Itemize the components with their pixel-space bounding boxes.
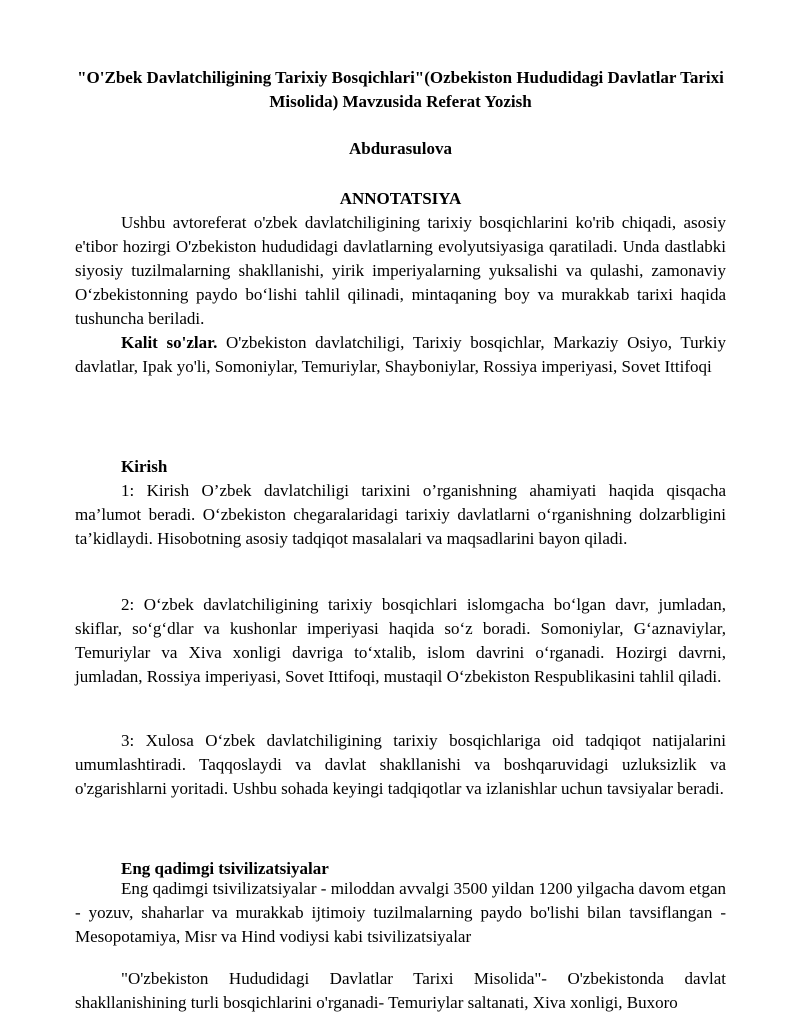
intro-paragraph-1: 1: Kirish O’zbek davlatchiligi tarixini o’rganishning ahamiyati haqida qisqacha ma’lumot beradi. O‘zbekiston chegaralaridagi tarixiy davlatlarni o‘rganishning dolzarbligini ta’kidlaydi. Hisobotning asosiy tadqiqot masalalari va maqsadlarini bayon qiladi. (75, 481, 726, 548)
ancient-civilizations-heading: Eng qadimgi tsivilizatsiyalar (121, 859, 329, 878)
intro-heading: Kirish (121, 457, 168, 476)
keywords-list: O'zbekiston davlatchiligi, Tarixiy bosqichlar, Markaziy Osiyo, Turkiy davlatlar, Ipak yo'li, Somoniylar, Temuriylar, Shayboniylar, Rossiya imperiyasi, Sovet Ittifoqi (75, 333, 726, 376)
keywords-paragraph (75, 331, 726, 379)
annotation-paragraph: Ushbu avtoreferat o'zbek davlatchiligining tarixiy bosqichlarini ko'rib chiqadi, asosiy e'tibor hozirgi O'zbekiston hududidagi davlatlarning evolyutsiyasiga qaratiladi. Unda dastlabki siyosiy tuzilmalarning shakllanishi, yirik imperiyalarning yuksalishi va qulashi, zamonaviy O‘zbekistonning paydo bo‘lishi tahlil qilinadi, mintaqaning boy va murakkab tarixi haqida tushuncha beriladi. (75, 213, 726, 328)
author-name: Abdurasulova (349, 139, 452, 158)
document-title: "O'Zbek Davlatchiligining Tarixiy Bosqichlari"(Ozbekiston Hududidagi Davlatlar Tarixi Misolida) Mavzusida Referat Yozish (77, 68, 724, 111)
annotation-heading: ANNOTATSIYA (339, 189, 462, 208)
intro-paragraph-3: 3: Xulosa O‘zbek davlatchiligining tarixiy bosqichlariga oid tadqiqot natijalarini umumlashtiradi. Taqqoslaydi va davlat shakllanishi va boshqaruvidagi uzluksizlik va o'zgarishlarni yoritadi. Ushbu sohada keyingi tadqiqotlar va izlanishlar uchun tavsiyalar beradi. (75, 731, 726, 798)
intro-paragraph-2: 2: O‘zbek davlatchiligining tarixiy bosqichlari islomgacha bo‘lgan davr, jumladan, skiflar, so‘g‘dlar va kushonlar imperiyasi haqida so‘z boradi. Somoniylar, G‘aznaviylar, Temuriylar va Xiva xonligi davriga to‘xtalib, islom davrini o‘rganadi. Hozirgi davrni, jumladan, Rossiya imperiyasi, Sovet Ittifoqi, mustaqil O‘zbekiston Respublikasini tahlil qiladi. (75, 595, 726, 686)
ancient-paragraph-2: "O'zbekiston Hududidagi Davlatlar Tarixi Misolida"- O'zbekistonda davlat shakllanishining turli bosqichlarini o'rganadi- Temuriylar saltanati, Xiva xonligi, Buxoro (75, 969, 726, 1012)
ancient-paragraph-1: Eng qadimgi tsivilizatsiyalar - miloddan avvalgi 3500 yildan 1200 yilgacha davom etgan - yozuv, shaharlar va murakkab ijtimoiy tuzilmalarning paydo bo'lishi bilan tavsiflangan - Mesopotamiya, Misr va Hind vodiysi kabi tsivilizatsiyalar (75, 879, 726, 946)
keywords-label: Kalit so'zlar. (121, 333, 218, 352)
